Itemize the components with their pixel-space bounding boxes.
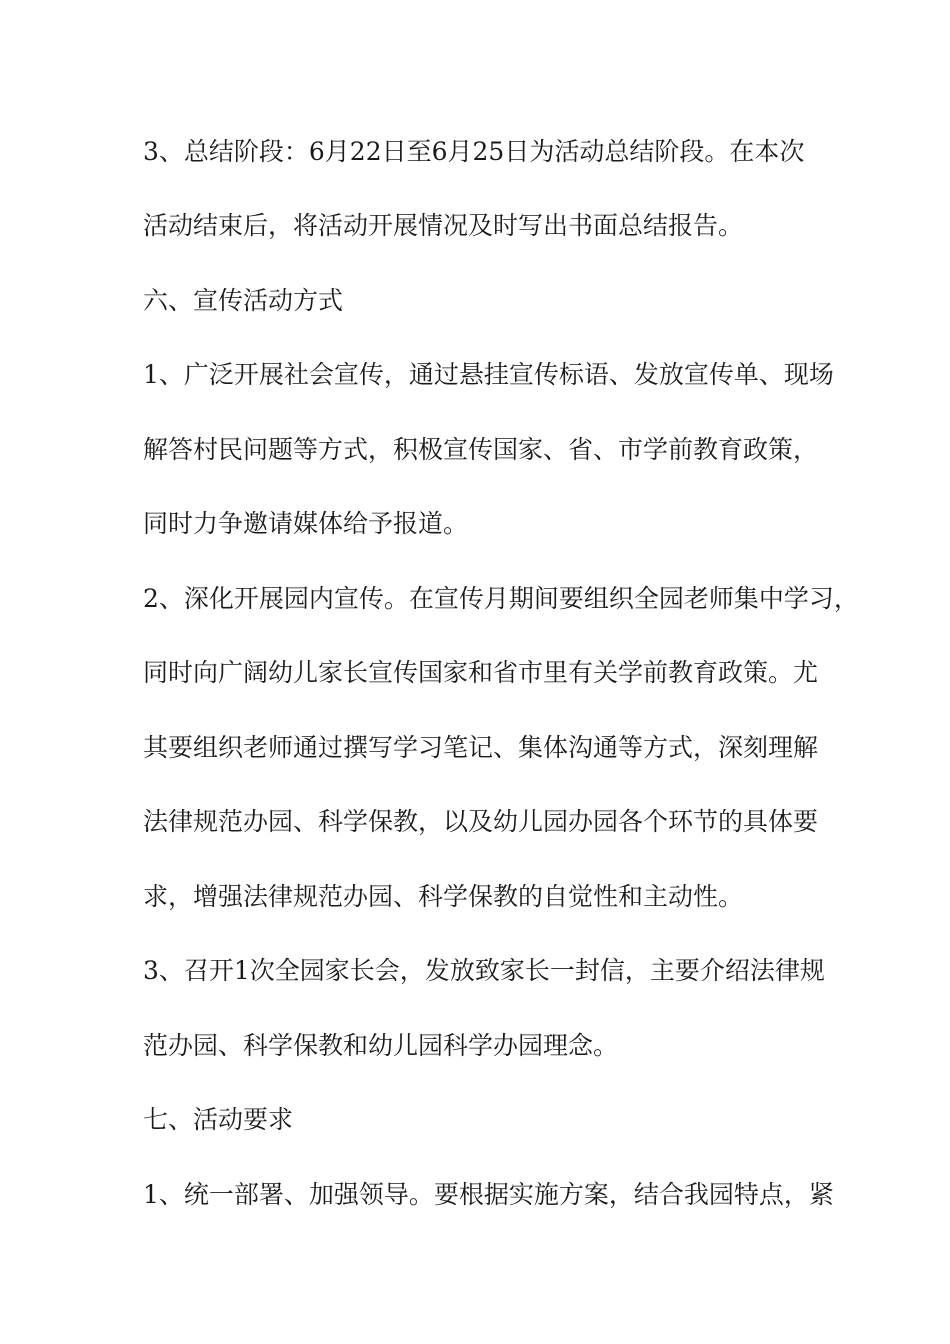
text-line: 求，增强法律规范办园、科学保教的自觉性和主动性。 <box>143 882 744 911</box>
text-line: 其要组织老师通过撰写学习笔记、集体沟通等方式，深刻理解 <box>143 733 819 762</box>
text-line: 同时力争邀请媒体给予报道。 <box>143 509 469 538</box>
text-line: 同时向广阔幼儿家长宣传国家和省市里有关学前教育政策。尤 <box>143 658 819 687</box>
text-line: 活动结束后，将活动开展情况及时写出书面总结报告。 <box>143 211 744 240</box>
text-line: 1、统一部署、加强领导。要根据实施方案，结合我园特点，紧 <box>143 1180 834 1209</box>
text-line: 2、深化开展园内宣传。在宣传月期间要组织全园老师集中学习， <box>143 584 859 613</box>
section-heading: 七、活动要求 <box>143 1105 294 1134</box>
section-heading: 六、宣传活动方式 <box>143 286 344 315</box>
text-line: 范办园、科学保教和幼儿园科学办园理念。 <box>143 1031 619 1060</box>
text-line: 1、广泛开展社会宣传，通过悬挂宣传标语、发放宣传单、现场 <box>143 360 834 389</box>
text-line: 3、召开1次全园家长会，发放致家长一封信，主要介绍法律规 <box>143 956 825 985</box>
text-line: 3、总结阶段：6月22日至6月25日为活动总结阶段。在本次 <box>143 137 805 166</box>
text-line: 法律规范办园、科学保教，以及幼儿园办园各个环节的具体要 <box>143 807 819 836</box>
text-line: 解答村民问题等方式，积极宣传国家、省、市学前教育政策， <box>143 435 819 464</box>
